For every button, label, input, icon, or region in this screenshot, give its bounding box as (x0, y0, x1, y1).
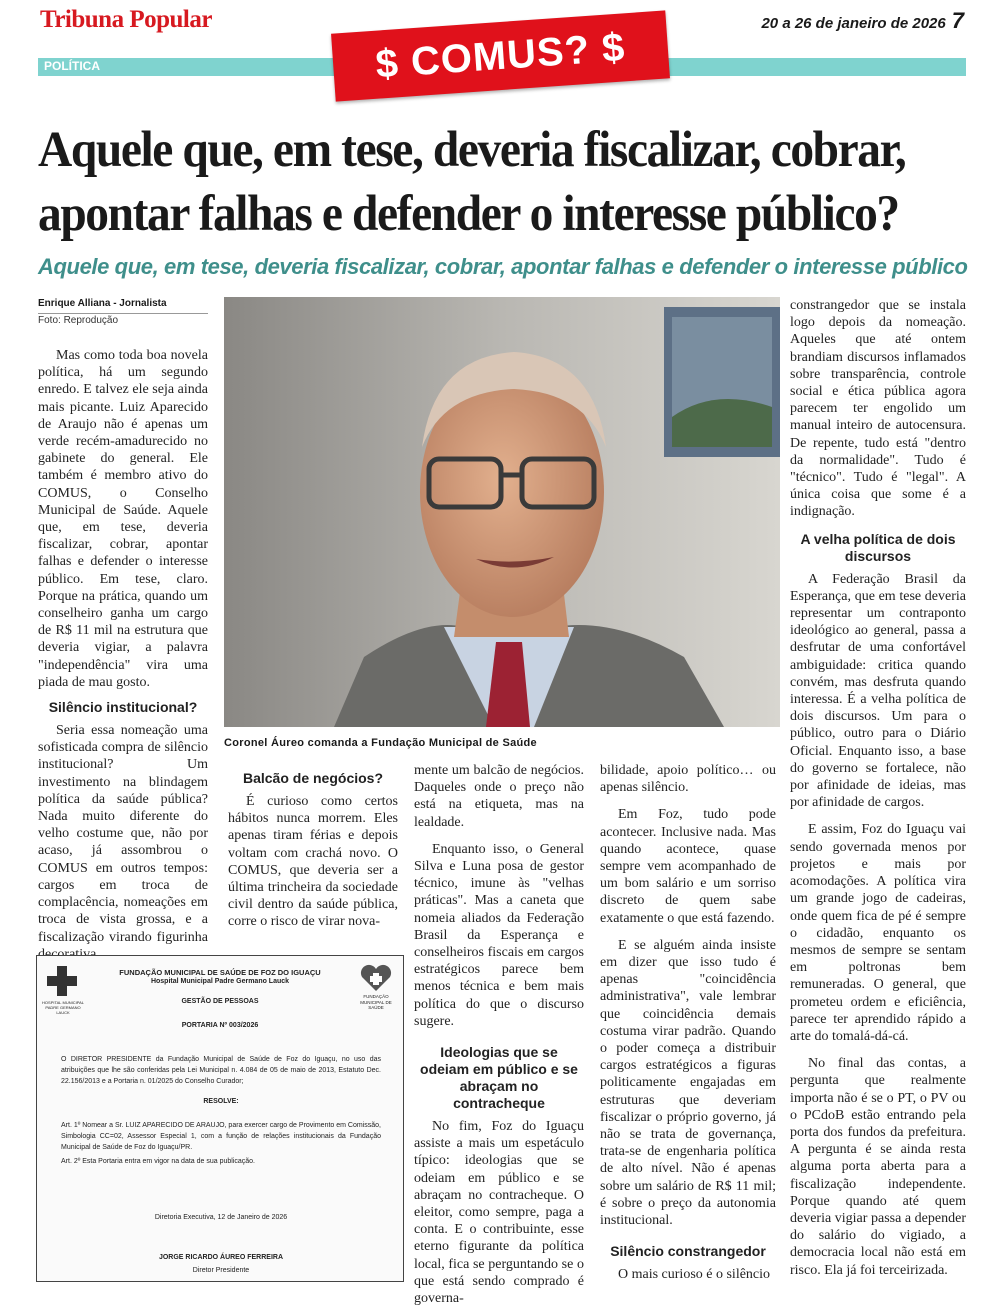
paragraph: constrangedor que se instala logo depois da nomeação. Aqueles que até ontem brandiam discursos inflamados sobre transparência, controle social e ética pública agora parecem ter engolido um manual inteiro de autocensura. De repente, tudo está "dentro da normalidade". Tudo é "técnico". Tudo é "legal". A única coisa que some é a indignação. (790, 298, 966, 520)
paragraph: No final das contas, a pergunta que realmente importa não é se o PT, o PV ou o PCdoB estão entrando pela porta dos fundos da prefeitura. A pergunta é se ainda resta alguma porta aberta para a fiscalização independente. Porque quando até quem deveria vigiar passa a depender do salário do vigiado, a democracia local não está em risco. Ela já foi terceirizada. (790, 1056, 966, 1278)
subhead-ideologias: Ideologias que se odeiam em público e se abraçam no contracheque (420, 1044, 578, 1112)
doc-art2: Art. 2º Esta Portaria entra em vigor na data de sua publicação. (61, 1158, 255, 1165)
column-4 (600, 762, 776, 1283)
doc-signer-role: Diretor Presidente (192, 1267, 250, 1274)
paragraph: Em Foz, tudo pode acontecer. Inclusive nada. Mas quando acontece, quase sempre vem acompanhado de um bom salário e um sorriso discreto de quem sabe exatamente o que está fazendo. (600, 807, 776, 926)
fundacao-logo-icon (359, 964, 393, 992)
doc-resolve: RESOLVE: (203, 1098, 239, 1105)
doc-signer: JORGE RICARDO ÁUREO FERREIRA (158, 1254, 284, 1261)
subhead-velha-politica: A velha política de dois discursos (800, 530, 956, 564)
page-number: 7 (951, 8, 964, 33)
paragraph: E se alguém ainda insiste em dizer que isso tudo é apenas "coincidência administrativa", vale lembrar que coincidência demais costuma virar padrão. Quando o poder começa a distribuir cargos estratégicos a figuras politicamente engajadas em estruturas que deveriam fiscalizar o próprio governo, já não se trata de governança, trata-se de engenharia política de alto nível. Não é apenas sobre um salário de R$ 11 mil; é sobre o preço da autonomia institucional. (600, 937, 776, 1229)
column-1 (38, 347, 208, 963)
doc-org: FUNDAÇÃO MUNICIPAL DE SAÚDE DE FOZ DO IGUAÇU (119, 968, 321, 977)
column-2 (228, 770, 398, 931)
doc-dept: GESTÃO DE PESSOAS (181, 998, 259, 1005)
hospital-logo-icon (45, 964, 79, 998)
paragraph: E assim, Foz do Iguaçu vai sendo governada menos por projetos e mais por acomodações. A política vira um grande jogo de cadeiras, onde quem fica de pé é sempre o cidadão, enquanto os mesmos de sempre se sentam em poltronas bem remuneradas. O general, que prometeu ordem e eficiência, parece ter aprendido rápido a arte do tomalá-dá-cá. (790, 822, 966, 1044)
masthead-logo: Tribuna Popular (40, 6, 212, 33)
paragraph: Enquanto isso, o General Silva e Luna posa de gestor técnico, imune às "velhas práticas". Mas a caneta que nomeia aliados da Federação Brasil da Esperança e conselheiros fiscais em cargos estratégicos parece bem menos técnica e bem mais política do que o discurso sugere. (414, 841, 584, 1029)
photo-caption: Coronel Áureo comanda a Fundação Municipal de Saúde (224, 737, 537, 749)
paragraph: Seria essa nomeação uma sofisticada compra de silêncio institucional? Um investimento na blindagem política da saúde pública? Nada muito diferente do velho costume que, não por acaso, já assombrou o COMUS em outros tempos: cargos em troca de complacência, nomeações em troca de vista grossa, e a fiscalização virando figurinha (38, 723, 208, 945)
paragraph: No fim, Foz do Iguaçu assiste a mais um espetáculo típico: ideologias que se odeiam em público e se abraçam no contracheque. O eleitor, como sempre, paga a conta. E o contribuinte, esse eterno figurante da política local, fica se perguntando se o que está sendo comprado é governa- (414, 1119, 584, 1307)
stamp-text: $ COMUS? $ (374, 25, 627, 87)
author: Enrique Alliana - Jornalista (38, 298, 167, 309)
paragraph: Mas como toda boa novela política, há um segundo enredo. E talvez ele seja ainda mais picante. Luiz Aparecido de Araujo não é apenas um verde recém-amadurecido no gabinete do general. Ele também é membro ativo do COMUS, o Conselho Municipal de Saúde. Aquele que, em tese, deveria fiscalizar, cobrar, apontar falhas e defender o interesse público. Em tese, claro. Porque na prática, quando um conselheiro ganha um cargo de R$ 11 mil na estrutura que deveria vigiar, a palavra "independência" vira uma piada de mau gosto. (38, 348, 208, 690)
doc-art1: Art. 1º Nomear a Sr. LUIZ APARECIDO DE ARAUJO, para exercer cargo de Provimento em Comissão, Simbologia CC=02, Assessor Especial 1, com a função de relações institucionais da Fundação Municipal de Saúde de Foz do Iguaçu/PR. (61, 1122, 381, 1151)
subhead-silencio-institucional: Silêncio institucional? (48, 699, 198, 716)
issue-date: 20 a 26 de janeiro de 2026 (761, 15, 946, 32)
paragraph: O mais curioso é o silêncio (618, 1267, 771, 1283)
headline-line-2: apontar falhas e defender o interesse público? (38, 186, 899, 242)
dateline (761, 8, 964, 34)
subheadline: Aquele que, em tese, deveria fiscalizar, cobrar, apontar falhas e defender o interesse público (38, 254, 968, 279)
column-3 (414, 762, 584, 1307)
paragraph: É curioso como certos hábitos nunca morrem. Eles apenas tiram férias e depois voltam com crachá novo. O COMUS, que deveria ser a última trincheira da sociedade civil dentro da saúde pública, corre o risco de virar nova- (228, 794, 398, 930)
headline-line-1: Aquele que, em tese, deveria fiscalizar, cobrar, (38, 122, 906, 178)
photo-credit: Foto: Reprodução (38, 315, 119, 326)
paragraph: A Federação Brasil da Esperança, que em tese deveria representar um contraponto ideológico ao general, passa a desfrutar de uma confortável ambiguidade: critica quando convém, mas desfruta quando interessa. É a velha política de dois discursos. Um para o público, outro para o Diário Oficial. Enquanto isso, a base do governo se fortalece, não por afinidade de ideias, mas por afinidade de cargos. (790, 571, 966, 811)
subhead-silencio-constrangedor: Silêncio constrangedor (610, 1243, 766, 1260)
photo-coronel-aureo (224, 297, 780, 727)
subhead-balcao-de-negocios: Balcão de negócios? (242, 770, 384, 786)
headline (38, 118, 968, 246)
paragraph: bilidade, apoio político… ou apenas silêncio. (600, 763, 776, 796)
portaria-document (36, 955, 404, 1282)
hospital-logo-text: HOSPITAL MUNICIPAL PADRE GERMANO LAUCK (42, 1000, 84, 1015)
comus-stamp (331, 10, 670, 101)
doc-portaria: PORTARIA Nº 003/2026 (181, 1022, 259, 1029)
paragraph: mente um balcão de negócios. Daqueles onde o preço não está na etiqueta, mas na lealdade. (414, 763, 584, 830)
doc-intro: O DIRETOR PRESIDENTE da Fundação Municipal de Saúde de Foz do Iguaçu, no uso das atribuições que lhe são conferidas pela Lei Municipal n. 4.084 de 05 de maio de 2013, Estatuto Dec. 22.156/2013 e a Portaria n. 01/2025 do Conselho Curador; (61, 1056, 381, 1085)
fundacao-logo-text: FUNDAÇÃO MUNICIPAL DE SAÚDE (360, 994, 392, 1010)
portrait-illustration (224, 297, 780, 727)
doc-date: Diretoria Executiva, 12 de Janeiro de 2026 (154, 1214, 288, 1221)
doc-hospital: Hospital Municipal Padre Germano Lauck (150, 978, 290, 985)
byline (38, 297, 208, 314)
section-label: POLÍTICA (44, 59, 100, 73)
column-5 (790, 297, 966, 1279)
